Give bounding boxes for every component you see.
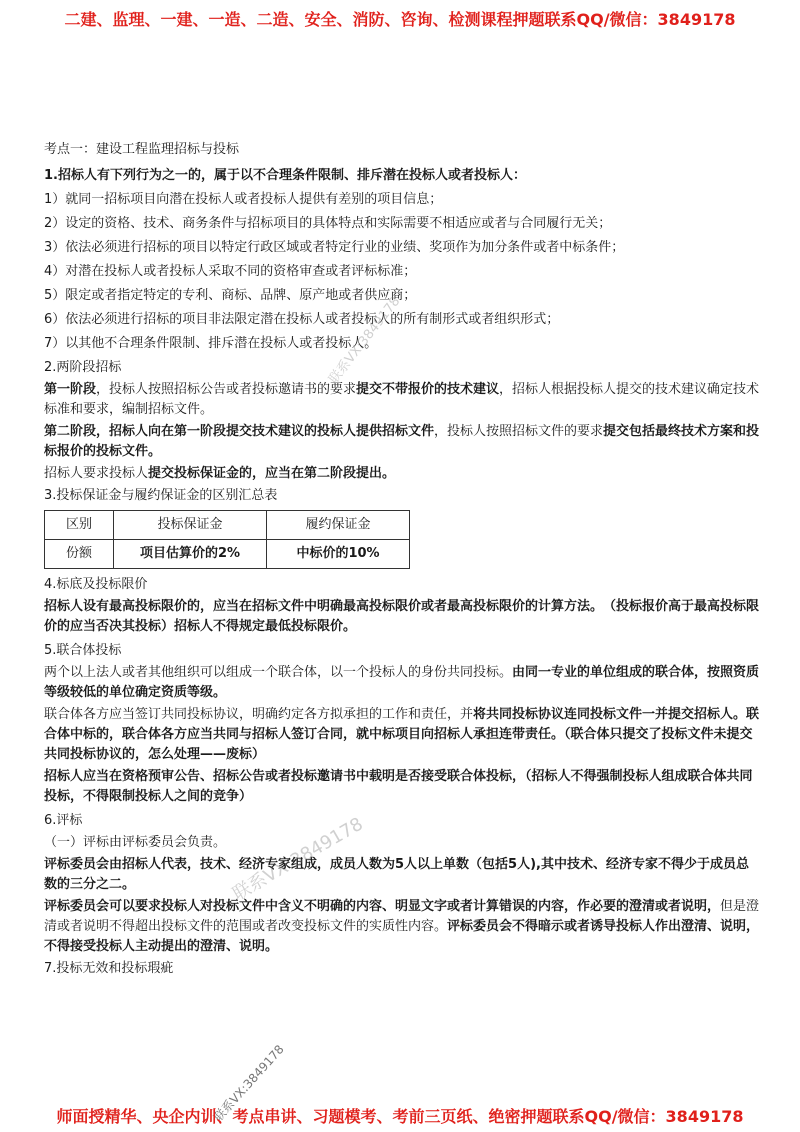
s2-p3-bold: 提交投标保证金的，应当在第二阶段提出。 [148,466,396,481]
table-header-cell: 区别 [45,511,114,540]
s5-heading: 5.联合体投标 [44,643,122,658]
s6-p2-text: 但是澄清或者说明不得超出投标文件的范围或者改变投标文件的实质性内容。 [44,899,760,934]
s2-paragraph-1 [44,380,760,420]
s2-heading: 2.两阶段招标 [44,360,122,375]
bottom-banner: 师面授精华、央企内训、考点串讲、习题模考、考前三页纸、绝密押题联系QQ/微信：3849178 [56,1107,744,1126]
s4-heading: 4.标底及投标限价 [44,577,148,592]
s6-paragraph-2 [44,897,760,957]
s2-p2-bold: 提交包括最终技术方案和投标报价的投标文件。 [44,424,760,459]
top-banner: 二建、监理、一建、一造、二造、安全、消防、咨询、检测课程押题联系QQ/微信：3849178 [64,10,736,29]
s1-item: 1）就同一招标项目向潜在投标人或者投标人提供有差别的项目信息； [44,192,443,207]
table-row [45,540,410,569]
s5-paragraph-2 [44,705,760,765]
s5-p2-text: 联合体各方应当签订共同投标协议，明确约定各方拟承担的工作和责任，并 [44,707,474,722]
s2-p1-text: ，投标人按照招标公告或者投标邀请书的要求 [96,382,357,397]
watermark-text: 联系VX:3849178 [326,294,404,387]
s5-p1-bold: 由同一专业的单位组成的联合体，按照资质等级较低的单位确定资质等级。 [44,665,760,700]
table-row-label: 份额 [45,540,114,569]
s1-item: 7）以其他不合理条件限制、排斥潜在投标人或者投标人。 [44,336,378,351]
s3-heading: 3.投标保证金与履约保证金的区别汇总表 [44,488,278,503]
s6-subheading: （一）评标由评标委员会负责。 [44,835,227,850]
s7-heading: 7.投标无效和投标瑕疵 [44,961,174,976]
s2-p2-bold: 第二阶段，招标人向在第一阶段提交技术建议的投标人提供招标文件 [44,424,435,439]
s1-item: 5）限定或者指定特定的专利、商标、品牌、原产地或者供应商； [44,288,417,303]
s2-p1-bold: 第一阶段 [44,382,97,397]
s1-item: 4）对潜在投标人或者投标人采取不同的资格审查或者评标标准； [44,264,417,279]
table-header-cell: 投标保证金 [114,511,267,540]
table-cell: 中标价的10% [267,540,410,569]
s6-paragraph-1: 评标委员会由招标人代表，技术、经济专家组成，成员人数为5人以上单数（包括5人),其中技术、经济专家不得少于成员总数的三分之二。 [44,857,749,892]
s4-text: 招标人设有最高投标限价的，应当在招标文件中明确最高投标限价或者最高投标限价的计算方法。 （投标报价高于最高投标限价的应当否决其投标）招标人不得规定最低投标限价。 [44,599,760,634]
watermark-text: 联系VX:3849178 [210,1042,287,1125]
table-cell: 项目估算价的2% [114,540,267,569]
watermark-text: 联系VX:3849178 [229,813,367,906]
table-header-cell: 履约保证金 [267,511,410,540]
s1-heading: 1.招标人有下列行为之一的，属于以不合理条件限制、排斥潜在投标人或者投标人： [44,168,526,183]
s5-p1-text: 两个以上法人或者其他组织可以组成一个联合体，以一个投标人的身份共同投标。 [44,665,513,680]
document-body [44,140,760,983]
s2-p1-text: ，招标人根据投标人提交的技术建议确定技术标准和要求，编制招标文件。 [44,382,760,417]
table-header-row [45,511,410,540]
s2-p1-bold: 提交不带报价的技术建议 [356,382,500,397]
s5-paragraph-3: 招标人应当在资格预审公告、招标公告或者投标邀请书中载明是否接受联合体投标，（招标人不得强制投标人组成联合体共同投标，不得限制投标人之间的竞争） [44,769,753,804]
guarantee-comparison-table [44,510,410,569]
s2-paragraph-2 [44,422,760,462]
s2-p2-text: ，投标人按照招标文件的要求 [434,424,604,439]
s5-p2-bold: 将共同投标协议连同投标文件一并提交招标人。联合体中标的，联合体各方应当共同与招标人签订合同，就中标项目向招标人承担连带责任。（联合体只提交了投标文件未提交共同投标协议的，怎么处理——废标） [44,707,760,762]
s2-paragraph-3 [44,464,760,484]
s2-p3-text: 招标人要求投标人 [44,466,149,481]
s6-p2-bold: 评标委员会可以要求投标人对投标文件中含义不明确的内容、明显文字或者计算错误的内容，作必要的澄清或者说明， [44,899,721,914]
s5-paragraph-1 [44,663,760,703]
section-title: 考点一：建设工程监理招标与投标 [44,142,240,157]
s6-p2-bold: 评标委员会不得暗示或者诱导投标人作出澄清、说明，不得接受投标人主动提出的澄清、说明。 [44,919,760,954]
s1-item: 6）依法必须进行招标的项目非法限定潜在投标人或者投标人的所有制形式或者组织形式； [44,312,560,327]
s1-item: 2）设定的资格、技术、商务条件与招标项目的具体特点和实际需要不相适应或者与合同履行无关； [44,216,612,231]
s6-heading: 6.评标 [44,813,83,828]
s1-item: 3）依法必须进行招标的项目以特定行政区域或者特定行业的业绩、奖项作为加分条件或者中标条件； [44,240,625,255]
